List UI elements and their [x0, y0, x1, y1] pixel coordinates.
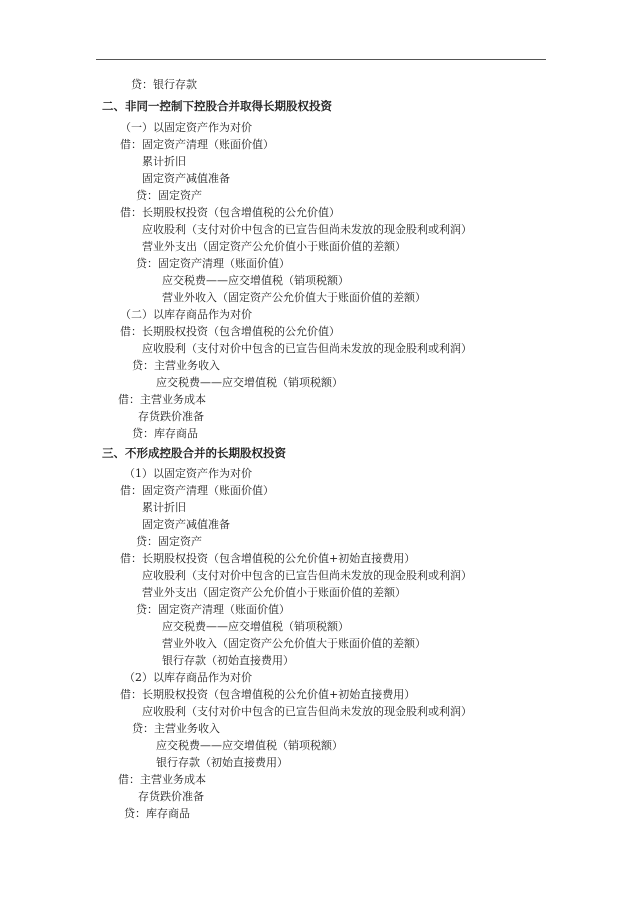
journal-line: 贷：固定资产 [136, 189, 202, 202]
journal-line: 累计折旧 [142, 155, 186, 168]
journal-line: 应交税费——应交增值税（销项税额） [156, 739, 343, 752]
journal-line: 贷：银行存款 [131, 78, 197, 91]
journal-line: 营业外收入（固定资产公允价值大于账面价值的差额） [162, 637, 426, 650]
journal-line: 借：长期股权投资（包含增值税的公允价值+初始直接费用） [120, 552, 416, 565]
journal-line: 借：长期股权投资（包含增值税的公允价值） [120, 206, 340, 219]
journal-line: 银行存款（初始直接费用） [162, 654, 294, 667]
journal-line: 贷：库存商品 [132, 427, 198, 440]
journal-line: 贷：库存商品 [124, 807, 190, 820]
journal-line: 贷：主营业务收入 [132, 722, 220, 735]
section-heading: 二、非同一控制下控股合并取得长期股权投资 [102, 99, 332, 113]
journal-line: 借：固定资产清理（账面价值） [120, 138, 274, 151]
journal-line: 应交税费——应交增值税（销项税额） [162, 620, 349, 633]
journal-line: 累计折旧 [142, 501, 186, 514]
subsection-heading: （一）以固定资产作为对价 [120, 121, 252, 134]
journal-line: 借：长期股权投资（包含增值税的公允价值+初始直接费用） [120, 688, 416, 701]
journal-line: 应收股利（支付对价中包含的已宣告但尚未发放的现金股利或利润） [142, 569, 472, 582]
journal-line: 借：主营业务成本 [118, 393, 206, 406]
journal-line: 存货跌价准备 [138, 790, 204, 803]
journal-line: 贷：主营业务收入 [132, 359, 220, 372]
journal-line: 贷：固定资产清理（账面价值） [136, 603, 290, 616]
journal-line: 贷：固定资产 [136, 535, 202, 548]
journal-line: 贷：固定资产清理（账面价值） [136, 257, 290, 270]
header-rule [96, 59, 546, 60]
journal-line: 营业外支出（固定资产公允价值小于账面价值的差额） [142, 240, 406, 253]
journal-line: 借：固定资产清理（账面价值） [120, 484, 274, 497]
journal-line: 借：长期股权投资（包含增值税的公允价值） [120, 325, 340, 338]
journal-line: 固定资产减值准备 [142, 172, 230, 185]
journal-line: 应收股利（支付对价中包含的已宣告但尚未发放的现金股利或利润） [142, 705, 472, 718]
journal-line: 银行存款（初始直接费用） [156, 756, 288, 769]
journal-line: 固定资产减值准备 [142, 518, 230, 531]
subsection-heading: （2）以库存商品作为对价 [124, 671, 252, 684]
journal-line: 应交税费——应交增值税（销项税额） [162, 274, 349, 287]
journal-line: 应收股利（支付对价中包含的已宣告但尚未发放的现金股利或利润） [142, 342, 472, 355]
journal-line: 存货跌价准备 [138, 410, 204, 423]
journal-line: 营业外收入（固定资产公允价值大于账面价值的差额） [162, 291, 426, 304]
journal-line: 借：主营业务成本 [118, 773, 206, 786]
subsection-heading: （1）以固定资产作为对价 [124, 467, 252, 480]
journal-line: 营业外支出（固定资产公允价值小于账面价值的差额） [142, 586, 406, 599]
journal-line: 应收股利（支付对价中包含的已宣告但尚未发放的现金股利或利润） [142, 223, 472, 236]
subsection-heading: （二）以库存商品作为对价 [120, 308, 252, 321]
journal-line: 应交税费——应交增值税（销项税额） [156, 376, 343, 389]
section-heading: 三、不形成控股合并的长期股权投资 [102, 446, 286, 460]
